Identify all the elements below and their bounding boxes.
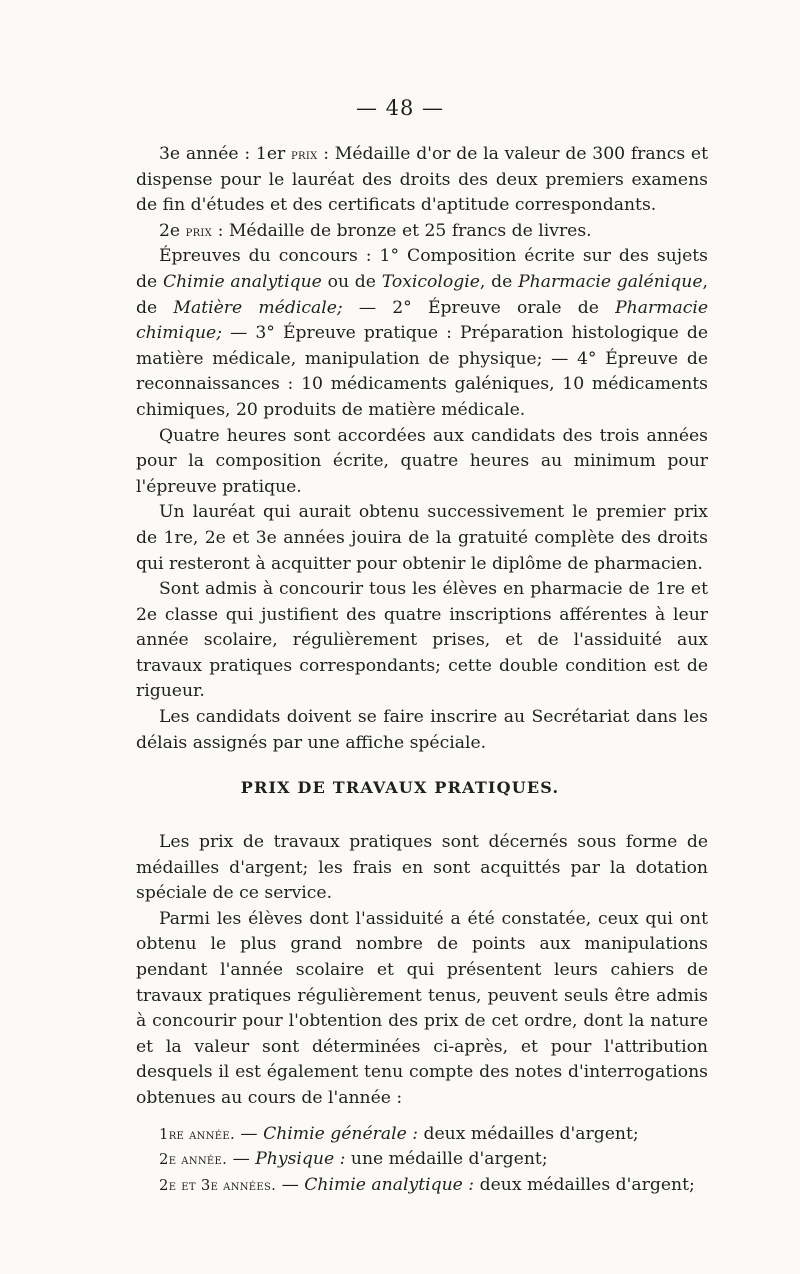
paragraph-eligibility: Sont admis à concourir tous les élèves en pharmacie de 1re et 2e classe qui justifient des quatre inscriptions afférentes à leur année scolaire, régulièrement prises, et de l'assiduité aux travaux pratiques correspondants; cette double condition est de rigueur. xyxy=(136,579,708,702)
italic-subject: Pharmacie chimique; xyxy=(136,297,709,344)
paragraph-duration: Quatre heures sont accordées aux candidats des trois années pour la composition écrite, quatre heures au minimum pour l'épreuve pratique. xyxy=(136,425,708,497)
prize-ordinal: 2e xyxy=(159,220,181,241)
prize-label: prix xyxy=(185,222,213,240)
list-prize: deux médailles d'argent; xyxy=(474,1174,695,1195)
text-run: — 3° Épreuve pratique : Préparation histologique de matière médicale, manipulation de physique; — 4° Épreuve de reconnaissances : 10 médicaments galéniques, 10 médicaments chimiques, 20 produits de matière médicale. xyxy=(136,323,708,420)
prize-ordinal: 1er xyxy=(255,144,286,164)
prize-label: prix xyxy=(290,146,318,163)
text-run: — 2° Épreuve orale de xyxy=(342,297,616,318)
list-year: 1re année. xyxy=(159,1125,235,1143)
year-label: 3e année xyxy=(159,144,239,164)
paragraph-selection: Parmi les élèves dont l'assiduité a été constatée, ceux qui ont obtenu le plus grand nombre de points aux manipulations pendant l'année scolaire et qui présentent leurs cahiers de travaux pratiques régulièrement tenus, peuvent seuls être admis à concourir pour l'obtention des prix de cet ordre, dont la nature et la valeur sont déterminées ci-après, et pour l'attribution desquels il est également tenu compte des notes d'interrogations obtenues au cours de l'année : xyxy=(136,908,708,1108)
paragraph-second-prize xyxy=(136,219,708,245)
paragraph-prizes-form: Les prix de travaux pratiques sont décernés sous forme de médailles d'argent; les frais en sont acquittés par la dotation spéciale de ce service. xyxy=(136,832,708,904)
text-run: ou de xyxy=(321,271,382,292)
text-run: Épreuves du concours : 1° Composition écrite sur des sujets de xyxy=(136,246,708,292)
paragraph-text: : Médaille de bronze et 25 francs de livres. xyxy=(217,220,592,241)
prize-list xyxy=(136,1122,708,1199)
italic-subject: Pharmacie galénique xyxy=(518,271,703,292)
list-year: 2e et 3e années. xyxy=(159,1176,277,1194)
list-year: 2e année. xyxy=(159,1151,228,1169)
italic-subject: Toxicologie xyxy=(381,271,480,292)
paragraph-epreuves xyxy=(136,244,708,423)
text-run: , de xyxy=(136,271,708,318)
section-heading: PRIX DE TRAVAUX PRATIQUES. xyxy=(240,778,560,797)
paragraph-third-year-first-prize: 3e année : 1er prix : Médaille d'or de la valeur de 300 francs et dispense pour le lauréat des droits des deux premiers examens de fin d'études et des certificats d'aptitude correspondants. xyxy=(136,144,708,216)
italic-subject: Matière médicale; xyxy=(173,297,343,318)
list-subject: — Physique : xyxy=(232,1149,346,1170)
section-travaux-pratiques xyxy=(136,830,708,1198)
italic-subject: Chimie analytique xyxy=(162,271,322,292)
text-run: , de xyxy=(479,271,519,292)
paragraph-text: : Médaille d'or de la valeur de 300 francs et dispense pour le lauréat des droits des deux premiers examens de fin d'études et des certificats d'aptitude correspondants. xyxy=(136,144,708,216)
paragraph-laureate: Un lauréat qui aurait obtenu successivement le premier prix de 1re, 2e et 3e années jouira de la gratuité complète des droits qui resteront à acquitter pour obtenir le diplôme de pharmacien. xyxy=(136,502,708,574)
list-item xyxy=(136,1173,708,1199)
list-item xyxy=(136,1147,708,1173)
section-concours xyxy=(136,142,708,756)
paragraph-registration: Les candidats doivent se faire inscrire au Secrétariat dans les délais assignés par une affiche spéciale. xyxy=(136,707,708,753)
list-item xyxy=(136,1122,708,1148)
list-prize: deux médailles d'argent; xyxy=(418,1123,639,1144)
list-prize: une médaille d'argent; xyxy=(345,1149,548,1170)
list-subject: — Chimie analytique : xyxy=(281,1174,475,1195)
list-subject: — Chimie générale : xyxy=(240,1123,419,1144)
page-number: — 48 — xyxy=(355,96,445,120)
